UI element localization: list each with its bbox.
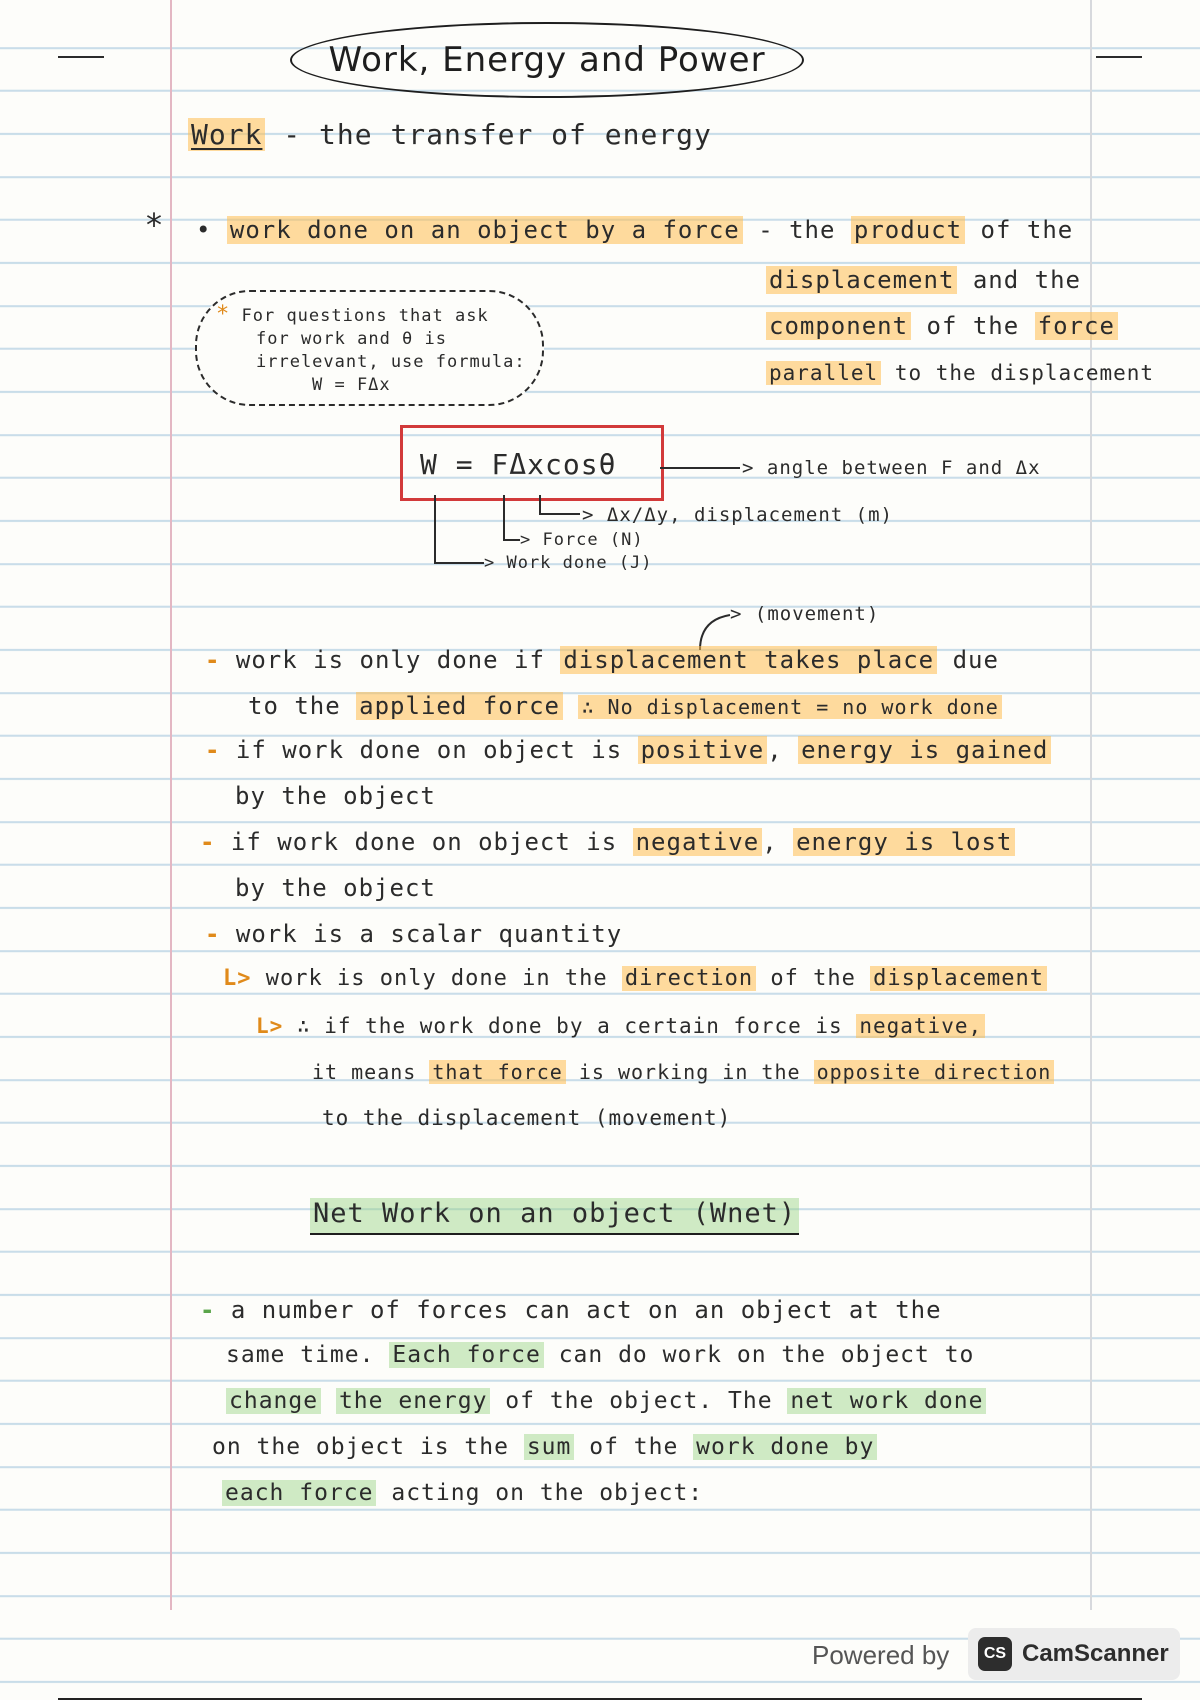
work-term: Work	[188, 118, 265, 151]
net-work-l4-a: on the object is the	[212, 1434, 509, 1460]
label-angle: > angle between F and Δx	[742, 457, 1041, 479]
point-1-line-2	[248, 690, 1002, 723]
sub-2-text-a: ∴ if the work done by a certain force is	[296, 1014, 843, 1038]
camscanner-badge-icon: CS	[978, 1637, 1012, 1671]
net-work-l1: a number of forces can act on an object at the	[230, 1296, 942, 1324]
note-formula: W = FΔx	[312, 375, 391, 395]
point-2-line-1	[205, 734, 1051, 766]
point-1-line-1	[205, 644, 999, 676]
point-2-line-2: by the object	[235, 782, 436, 810]
movement-note: > (movement)	[730, 603, 880, 625]
label-displacement: > Δx/Δy, displacement (m)	[582, 504, 893, 526]
net-work-l2-c: can do work on the object to	[558, 1342, 975, 1368]
label-force: > Force (N)	[520, 530, 644, 550]
definition-dash: -	[283, 118, 302, 151]
energy-lost-highlight: energy is lost	[793, 828, 1015, 856]
point-4-dash: -	[205, 920, 221, 948]
powered-by-text: Powered by	[812, 1640, 950, 1670]
each-force-highlight: Each force	[389, 1342, 543, 1368]
sub-3-text-a: it means	[312, 1060, 417, 1084]
each-force-highlight-2: each force	[222, 1480, 376, 1506]
work-done-lead: work done on an object by a force	[227, 216, 743, 244]
point-1-to-the: to the	[248, 692, 341, 720]
note-line-1: For questions that ask	[241, 306, 489, 326]
net-work-l3-c: of the object. The	[505, 1388, 773, 1414]
point-4-text: work is a scalar quantity	[235, 920, 623, 948]
net-work-line-1	[200, 1296, 942, 1324]
camscanner-logo	[968, 1628, 1180, 1680]
point-2-dash: -	[205, 736, 221, 764]
point-2-text-a: if work done on object is	[235, 736, 623, 764]
negative-highlight-2: negative,	[856, 1014, 985, 1038]
no-displacement-note: ∴ No displacement = no work done	[578, 695, 1001, 719]
displacement-word: displacement	[766, 266, 957, 294]
sub-3-text-c: is working in the	[578, 1060, 801, 1084]
point-3-line-1	[200, 826, 1015, 858]
sub-point-3	[312, 1060, 1054, 1084]
to-the-displacement-text: to the displacement	[894, 361, 1155, 385]
direction-highlight: direction	[622, 966, 756, 991]
sub-1-text-c: of the	[770, 966, 856, 991]
net-work-heading-text: Net Work on an object (Wnet)	[310, 1198, 799, 1235]
sub-arrow-1: L>	[223, 966, 252, 991]
displacement-highlight-2: displacement	[870, 966, 1047, 991]
sum-highlight: sum	[524, 1434, 575, 1460]
camscanner-name: CamScanner	[1022, 1640, 1169, 1667]
note-line-2: for work and θ is	[256, 329, 447, 349]
sub-1-text-a: work is only done in the	[265, 966, 608, 991]
negative-highlight: negative	[633, 828, 763, 856]
net-work-dash: -	[200, 1296, 216, 1324]
and-the-text: and the	[972, 266, 1081, 294]
of-the-text-2: of the	[926, 312, 1020, 340]
of-the-text: of the	[980, 216, 1074, 244]
note-line-3: irrelevant, use formula:	[256, 352, 526, 372]
opposite-direction-highlight: opposite direction	[814, 1060, 1055, 1084]
net-work-l5-b: acting on the object:	[391, 1480, 704, 1506]
point-1-highlight: displacement takes place	[560, 646, 937, 674]
arrow-work-line	[435, 495, 484, 563]
net-work-line-5	[222, 1480, 703, 1506]
work-done-dash: -	[758, 216, 774, 244]
net-work-heading	[310, 1198, 799, 1229]
net-work-line-3	[226, 1388, 986, 1414]
formula-arrows	[0, 0, 1200, 700]
definition-text: the transfer of energy	[319, 118, 712, 151]
note-star-icon: *	[216, 302, 231, 327]
net-work-done-highlight: net work done	[787, 1388, 986, 1414]
point-2-comma: ,	[767, 736, 783, 764]
change-highlight: change	[226, 1388, 321, 1414]
net-work-line-2	[226, 1342, 974, 1368]
arrow-displacement-line	[540, 495, 580, 514]
star-marker: *	[146, 206, 162, 244]
net-work-line-4	[212, 1434, 877, 1460]
sub-point-2	[256, 1014, 985, 1038]
product-word: product	[851, 216, 965, 244]
the-energy-highlight: the energy	[336, 1388, 490, 1414]
component-word: component	[766, 312, 911, 340]
point-3-dash: -	[200, 828, 216, 856]
work-done-the: the	[789, 216, 836, 244]
point-1-text-c: due	[952, 646, 999, 674]
bullet-dot: •	[196, 216, 212, 244]
main-formula: W = FΔxcosθ	[420, 448, 617, 481]
sub-arrow-2: L>	[256, 1014, 284, 1038]
point-3-comma: ,	[762, 828, 778, 856]
page-title-text: Work, Energy and Power	[328, 40, 766, 80]
force-word: force	[1035, 312, 1118, 340]
net-work-l2-a: same time.	[226, 1342, 375, 1368]
parallel-word: parallel	[766, 361, 881, 385]
work-done-by-highlight: work done by	[693, 1434, 877, 1460]
that-force-highlight: that force	[429, 1060, 565, 1084]
label-work: > Work done (J)	[484, 553, 653, 573]
point-3-text-a: if work done on object is	[230, 828, 618, 856]
arrow-force-line	[504, 495, 520, 540]
energy-gained-highlight: energy is gained	[798, 736, 1051, 764]
applied-force-highlight: applied force	[356, 692, 563, 720]
point-3-line-2: by the object	[235, 874, 436, 902]
sub-point-1	[223, 966, 1047, 991]
sub-point-4: to the displacement (movement)	[322, 1106, 732, 1130]
point-4-line-1	[205, 918, 622, 950]
net-work-l4-c: of the	[589, 1434, 679, 1460]
point-1-dash: -	[205, 646, 221, 674]
positive-highlight: positive	[638, 736, 768, 764]
point-1-text-a: work is only done if	[235, 646, 545, 674]
